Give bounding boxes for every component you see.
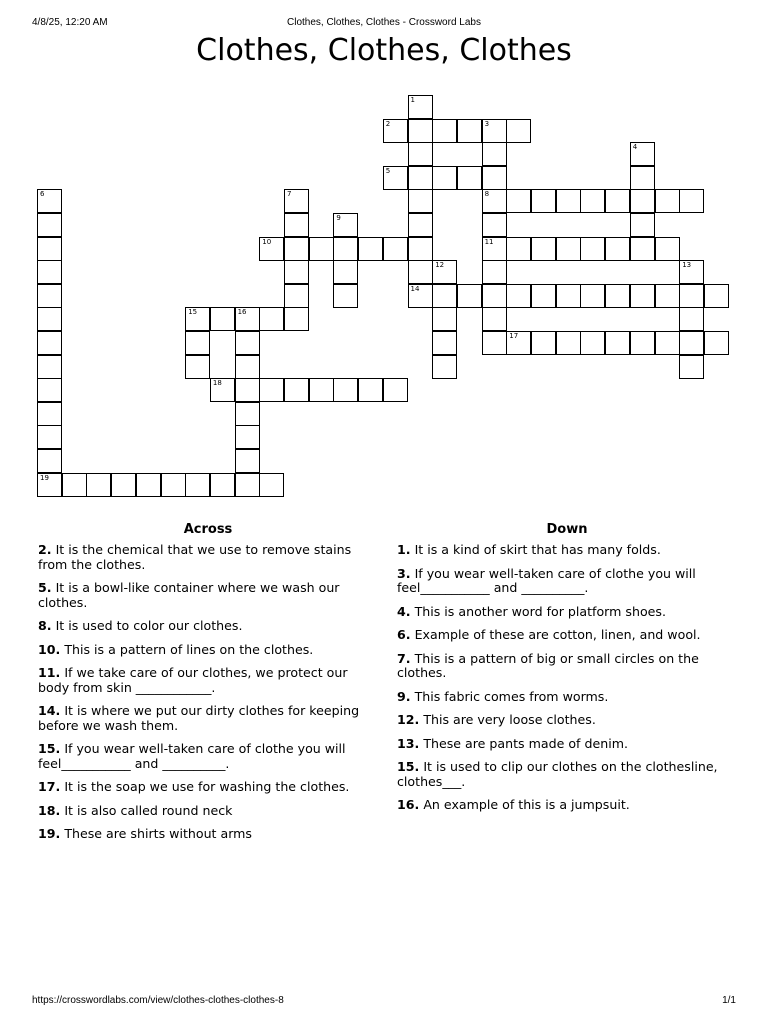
cell-number: 13 — [682, 261, 692, 270]
clue-text: It is the soap we use for washing the clothes. — [60, 779, 350, 794]
cell-number: 7 — [287, 190, 292, 199]
across-clues — [38, 522, 378, 851]
down-clue — [397, 605, 737, 620]
cell-number: 1 — [410, 96, 415, 104]
grid-cell[interactable] — [284, 237, 309, 261]
grid-cell[interactable] — [86, 473, 111, 497]
grid-cell[interactable] — [185, 331, 210, 355]
clue-text: This is another word for platform shoes. — [410, 603, 666, 619]
clue-text: It is used to clip our clothes on the clothesline, clothes___. — [397, 759, 718, 789]
grid-cell[interactable] — [284, 213, 309, 237]
grid-cell[interactable] — [136, 473, 161, 497]
clue-number: 4. — [397, 603, 411, 619]
grid-cell[interactable] — [383, 378, 408, 402]
grid-cell[interactable] — [284, 260, 309, 284]
grid-cell[interactable] — [630, 284, 655, 308]
cell-number: 9 — [336, 214, 341, 222]
clue-number: 11. — [38, 665, 61, 680]
grid-cell[interactable] — [333, 378, 358, 402]
across-clue — [38, 780, 378, 795]
grid-cell[interactable] — [235, 449, 260, 473]
grid-cell[interactable] — [210, 378, 235, 402]
grid-cell[interactable] — [432, 284, 457, 308]
across-clue — [38, 827, 378, 842]
grid-cell[interactable] — [259, 473, 284, 497]
clue-text: This is a pattern of lines on the clothes. — [60, 641, 314, 657]
grid-cell[interactable] — [482, 189, 507, 213]
grid-cell[interactable] — [531, 331, 556, 355]
grid-cell[interactable] — [37, 473, 62, 497]
down-clue — [397, 628, 737, 643]
grid-cell[interactable] — [37, 237, 62, 261]
cell-number: 14 — [410, 284, 420, 293]
clue-number: 14. — [38, 703, 61, 718]
grid-cell[interactable] — [235, 378, 260, 402]
down-clues — [397, 522, 737, 822]
cell-number: 6 — [40, 190, 45, 199]
grid-cell[interactable] — [457, 119, 482, 143]
grid-cell[interactable] — [580, 331, 605, 355]
clue-text: Example of these are cotton, linen, and wool. — [410, 627, 701, 642]
clue-number: 19. — [38, 826, 61, 841]
clue-number: 12. — [397, 712, 420, 727]
grid-cell[interactable] — [605, 237, 630, 261]
clue-number: 6. — [397, 627, 411, 642]
grid-cell[interactable] — [37, 284, 62, 308]
grid-cell[interactable] — [605, 189, 630, 213]
across-clue — [38, 804, 378, 819]
clue-text: This is a pattern of big or small circles on the clothes. — [397, 650, 699, 680]
down-clue — [397, 567, 737, 596]
grid-cell[interactable] — [432, 307, 457, 331]
grid-cell[interactable] — [408, 119, 433, 143]
grid-cell[interactable] — [309, 237, 334, 261]
down-clue — [397, 690, 737, 705]
print-page-number: 1/1 — [722, 995, 736, 1006]
grid-cell[interactable] — [556, 284, 581, 308]
grid-cell[interactable] — [655, 284, 680, 308]
cell-number: 4 — [632, 143, 638, 152]
down-clue — [397, 652, 737, 681]
grid-cell[interactable] — [506, 237, 531, 261]
grid-cell[interactable] — [62, 473, 87, 497]
grid-cell[interactable] — [309, 378, 334, 402]
clue-text: This are very loose clothes. — [419, 712, 596, 727]
clue-text: These are pants made of denim. — [419, 735, 628, 751]
across-clue — [38, 666, 378, 695]
grid-cell[interactable] — [408, 142, 433, 166]
clue-number: 17. — [38, 779, 61, 794]
grid-cell[interactable] — [556, 237, 581, 261]
cell-number: 18 — [212, 379, 222, 388]
clue-number: 5. — [38, 580, 52, 595]
grid-cell[interactable] — [358, 237, 383, 261]
cell-number: 19 — [40, 473, 49, 482]
grid-cell[interactable] — [506, 331, 531, 355]
grid-cell[interactable] — [408, 284, 433, 308]
grid-cell[interactable] — [556, 331, 581, 355]
clue-text: It is the chemical that we use to remove stains from the clothes. — [38, 542, 352, 572]
cell-number: 2 — [385, 119, 391, 128]
grid-cell[interactable] — [235, 402, 260, 426]
grid-cell[interactable] — [333, 260, 358, 284]
grid-cell[interactable] — [605, 331, 630, 355]
grid-cell[interactable] — [235, 331, 260, 355]
across-clue — [38, 643, 378, 658]
cell-number: 5 — [385, 166, 391, 175]
grid-cell[interactable] — [580, 189, 605, 213]
grid-cell[interactable] — [482, 260, 507, 284]
down-clue — [397, 760, 737, 789]
grid-cell[interactable] — [580, 284, 605, 308]
cell-number: 3 — [484, 119, 490, 128]
grid-cell[interactable] — [333, 284, 358, 308]
across-heading: Across — [183, 522, 233, 537]
grid-cell[interactable] — [482, 237, 507, 261]
grid-cell[interactable] — [333, 237, 358, 261]
grid-cell[interactable] — [482, 331, 507, 355]
grid-cell[interactable] — [679, 307, 704, 331]
down-clue — [397, 798, 737, 813]
clue-number: 15. — [397, 759, 420, 774]
grid-cell[interactable] — [482, 166, 507, 190]
grid-cell[interactable] — [679, 284, 704, 308]
grid-cell[interactable] — [679, 331, 704, 355]
grid-cell[interactable] — [37, 378, 62, 402]
grid-cell[interactable] — [235, 473, 260, 497]
grid-cell[interactable] — [408, 166, 433, 190]
clue-number: 3. — [397, 565, 411, 581]
grid-cell[interactable] — [259, 378, 284, 402]
grid-cell[interactable] — [259, 307, 284, 331]
clue-number: 8. — [38, 618, 52, 633]
grid-cell[interactable] — [37, 449, 62, 473]
grid-cell[interactable] — [704, 284, 729, 308]
grid-cell[interactable] — [531, 189, 556, 213]
grid-cell[interactable] — [432, 260, 457, 284]
grid-cell[interactable] — [482, 213, 507, 237]
grid-cell[interactable] — [37, 331, 62, 355]
print-doc-title: Clothes, Clothes, Clothes - Crossword Labs — [287, 17, 481, 28]
grid-cell[interactable] — [605, 284, 630, 308]
grid-cell[interactable] — [482, 119, 507, 143]
grid-cell[interactable] — [432, 355, 457, 379]
grid-cell[interactable] — [383, 119, 408, 143]
grid-cell[interactable] — [679, 355, 704, 379]
grid-cell[interactable] — [185, 355, 210, 379]
down-heading: Down — [546, 522, 588, 537]
grid-cell[interactable] — [531, 284, 556, 308]
cell-number: 8 — [484, 190, 490, 199]
grid-cell[interactable] — [457, 284, 482, 308]
clue-number: 18. — [38, 802, 61, 818]
crossword-grid — [0, 0, 768, 500]
clue-number: 1. — [397, 542, 411, 557]
grid-cell[interactable] — [235, 307, 260, 331]
cell-number: 17 — [509, 332, 519, 340]
grid-cell[interactable] — [630, 331, 655, 355]
grid-cell[interactable] — [506, 284, 531, 308]
grid-cell[interactable] — [432, 331, 457, 355]
grid-cell[interactable] — [655, 331, 680, 355]
clue-number: 2. — [38, 542, 52, 557]
grid-cell[interactable] — [457, 166, 482, 190]
across-clue — [38, 704, 378, 733]
grid-cell[interactable] — [630, 142, 655, 166]
clue-text: It is a kind of skirt that has many folds. — [410, 542, 661, 557]
cell-number: 15 — [188, 308, 198, 317]
grid-cell[interactable] — [630, 213, 655, 237]
grid-cell[interactable] — [655, 189, 680, 213]
clue-number: 13. — [397, 735, 420, 751]
grid-cell[interactable] — [580, 237, 605, 261]
clue-number: 10. — [38, 641, 61, 657]
clue-number: 15. — [38, 741, 61, 756]
grid-cell[interactable] — [284, 307, 309, 331]
grid-cell[interactable] — [358, 378, 383, 402]
grid-cell[interactable] — [185, 307, 210, 331]
clue-text: It is also called round neck — [60, 802, 233, 818]
cell-number: 16 — [237, 308, 247, 317]
clue-number: 7. — [397, 650, 411, 666]
down-clue — [397, 737, 737, 752]
clue-text: These are shirts without arms — [60, 826, 252, 841]
grid-cell[interactable] — [37, 189, 62, 213]
grid-cell[interactable] — [679, 189, 704, 213]
grid-cell[interactable] — [506, 119, 531, 143]
grid-cell[interactable] — [556, 189, 581, 213]
cell-number: 11 — [484, 237, 494, 246]
grid-cell[interactable] — [408, 95, 433, 119]
grid-cell[interactable] — [284, 189, 309, 213]
grid-cell[interactable] — [482, 284, 507, 308]
clue-number: 16. — [397, 797, 420, 812]
grid-cell[interactable] — [284, 378, 309, 402]
grid-cell[interactable] — [210, 307, 235, 331]
grid-cell[interactable] — [432, 166, 457, 190]
clue-text: If we take care of our clothes, we protect our body from skin ____________. — [38, 665, 348, 695]
grid-cell[interactable] — [655, 237, 680, 261]
print-url: https://crosswordlabs.com/view/clothes-clothes-clothes-8 — [32, 995, 284, 1006]
print-datetime: 4/8/25, 12:20 AM — [32, 17, 108, 28]
clue-text: It is used to color our clothes. — [51, 618, 243, 633]
grid-cell[interactable] — [37, 355, 62, 379]
grid-cell[interactable] — [630, 166, 655, 190]
grid-cell[interactable] — [408, 237, 433, 261]
grid-cell[interactable] — [333, 213, 358, 237]
grid-cell[interactable] — [235, 355, 260, 379]
grid-cell[interactable] — [482, 142, 507, 166]
grid-cell[interactable] — [259, 237, 284, 261]
grid-cell[interactable] — [531, 237, 556, 261]
clue-text: If you wear well-taken care of clothe you will feel___________ and __________. — [38, 741, 346, 771]
grid-cell[interactable] — [704, 331, 729, 355]
cell-number: 12 — [435, 261, 445, 270]
grid-cell[interactable] — [383, 237, 408, 261]
grid-cell[interactable] — [37, 425, 62, 449]
grid-cell[interactable] — [630, 189, 655, 213]
grid-cell[interactable] — [37, 260, 62, 284]
grid-cell[interactable] — [408, 260, 433, 284]
clue-text: If you wear well-taken care of clothe you will feel___________ and __________. — [397, 565, 696, 595]
grid-cell[interactable] — [432, 119, 457, 143]
down-clue — [397, 713, 737, 728]
grid-cell[interactable] — [408, 213, 433, 237]
cell-number: 10 — [262, 237, 272, 246]
grid-cell[interactable] — [482, 307, 507, 331]
clue-number: 9. — [397, 688, 411, 704]
grid-cell[interactable] — [506, 189, 531, 213]
grid-cell[interactable] — [37, 307, 62, 331]
page-title: Clothes, Clothes, Clothes — [196, 33, 572, 68]
grid-cell[interactable] — [235, 425, 260, 449]
across-clue — [38, 543, 378, 572]
grid-cell[interactable] — [383, 166, 408, 190]
grid-cell[interactable] — [284, 284, 309, 308]
grid-cell[interactable] — [408, 189, 433, 213]
grid-cell[interactable] — [185, 473, 210, 497]
grid-cell[interactable] — [210, 473, 235, 497]
grid-cell[interactable] — [679, 260, 704, 284]
grid-cell[interactable] — [630, 237, 655, 261]
grid-cell[interactable] — [111, 473, 136, 497]
across-clue — [38, 581, 378, 610]
clue-text: An example of this is a jumpsuit. — [419, 797, 630, 812]
grid-cell[interactable] — [37, 402, 62, 426]
down-clue — [397, 543, 737, 558]
clue-text: It is a bowl-like container where we wash our clothes. — [38, 580, 340, 610]
grid-cell[interactable] — [161, 473, 186, 497]
across-clue — [38, 742, 378, 771]
clue-text: This fabric comes from worms. — [410, 688, 609, 704]
grid-cell[interactable] — [37, 213, 62, 237]
clue-text: It is where we put our dirty clothes for keeping before we wash them. — [38, 703, 360, 733]
across-clue — [38, 619, 378, 634]
